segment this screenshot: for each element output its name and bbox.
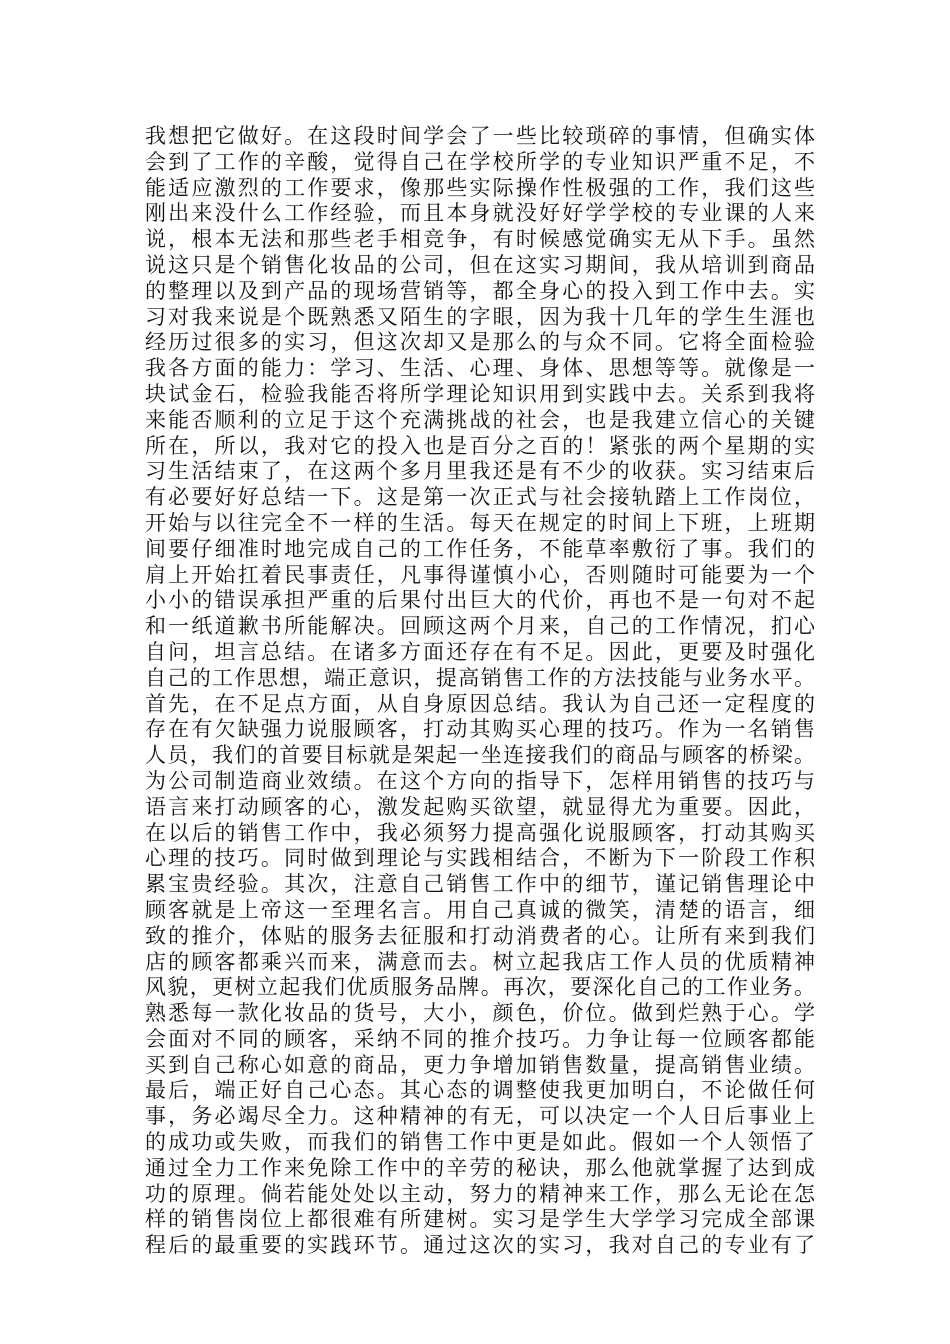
body-text-line: 致的推介，体贴的服务去征服和打动消费者的心。让所有来到我们 bbox=[145, 923, 818, 948]
body-text-line: 风貌，更树立起我们优质服务品牌。再次，要深化自己的工作业务。 bbox=[145, 975, 817, 1000]
body-text-line: 习生活结束了，在这两个多月里我还是有不少的收获。实习结束后 bbox=[145, 459, 818, 484]
body-text-line: 块试金石，检验我能否将所学理论知识用到实践中去。关系到我将 bbox=[145, 381, 818, 406]
body-text-line: 说这只是个销售化妆品的公司，但在这实习期间，我从培训到商品 bbox=[145, 252, 818, 277]
body-text-line: 习对我来说是个既熟悉又陌生的字眼，因为我十几年的学生生涯也 bbox=[145, 304, 818, 329]
body-text-line: 累宝贵经验。其次，注意自己销售工作中的细节，谨记销售理论中 bbox=[145, 872, 818, 897]
body-text-line: 的整理以及到产品的现场营销等，都全身心的投入到工作中去。实 bbox=[145, 278, 818, 303]
body-text-line: 通过全力工作来免除工作中的辛劳的秘诀，那么他就掌握了达到成 bbox=[145, 1155, 818, 1180]
body-text-line: 顾客就是上帝这一至理名言。用自己真诚的微笑，清楚的语言，细 bbox=[145, 897, 818, 922]
body-text-line: 语言来打动顾客的心，激发起购买欲望，就显得尤为重要。因此， bbox=[145, 794, 818, 819]
body-text-line: 功的原理。倘若能处处以主动，努力的精神来工作，那么无论在怎 bbox=[145, 1181, 818, 1206]
body-text-line: 会到了工作的辛酸，觉得自己在学校所学的专业知识严重不足，不 bbox=[145, 149, 818, 174]
body-text-line: 肩上开始扛着民事责任，凡事得谨慎小心，否则随时可能要为一个 bbox=[145, 562, 818, 587]
body-text-line: 说，根本无法和那些老手相竞争，有时候感觉确实无从下手。虽然 bbox=[145, 227, 818, 252]
body-text-line: 来能否顺利的立足于这个充满挑战的社会，也是我建立信心的关键 bbox=[145, 407, 818, 432]
body-text-line: 小小的错误承担严重的后果付出巨大的代价，再也不是一句对不起 bbox=[145, 588, 818, 613]
body-text-line: 为公司制造商业效绩。在这个方向的指导下，怎样用销售的技巧与 bbox=[145, 768, 818, 793]
body-text-line: 人员，我们的首要目标就是架起一坐连接我们的商品与顾客的桥梁。 bbox=[145, 743, 817, 768]
body-text-line: 有必要好好总结一下。这是第一次正式与社会接轨踏上工作岗位， bbox=[145, 485, 818, 510]
body-text-line: 存在有欠缺强力说服顾客，打动其购买心理的技巧。作为一名销售 bbox=[145, 717, 818, 742]
body-text-line: 事，务必竭尽全力。这种精神的有无，可以决定一个人日后事业上 bbox=[145, 1104, 818, 1129]
body-text-line: 熟悉每一款化妆品的货号，大小，颜色，价位。做到烂熟于心。学 bbox=[145, 1001, 818, 1026]
body-text-line: 刚出来没什么工作经验，而且本身就没好好学学校的专业课的人来 bbox=[145, 201, 818, 226]
body-text-line: 间要仔细准时地完成自己的工作任务，不能草率敷衍了事。我们的 bbox=[145, 536, 818, 561]
document-body-text bbox=[145, 124, 818, 1259]
body-text-line: 首先，在不足点方面，从自身原因总结。我认为自己还一定程度的 bbox=[145, 691, 818, 716]
body-text-line: 所在，所以，我对它的投入也是百分之百的！紧张的两个星期的实 bbox=[145, 433, 818, 458]
body-text-line: 自己的工作思想，端正意识，提高销售工作的方法技能与业务水平。 bbox=[145, 665, 817, 690]
body-text-line: 和一纸道歉书所能解决。回顾这两个月来，自己的工作情况，扪心 bbox=[145, 614, 818, 639]
body-text-line: 经历过很多的实习，但这次却又是那么的与众不同。它将全面检验 bbox=[145, 330, 818, 355]
body-text-line: 我想把它做好。在这段时间学会了一些比较琐碎的事情，但确实体 bbox=[145, 124, 818, 148]
body-text-line: 程后的最重要的实践环节。通过这次的实习，我对自己的专业有了 bbox=[145, 1233, 818, 1258]
body-text-line: 我各方面的能力：学习、生活、心理、身体、思想等等。就像是一 bbox=[145, 356, 818, 381]
body-text-line: 心理的技巧。同时做到理论与实践相结合，不断为下一阶段工作积 bbox=[145, 846, 818, 871]
body-text-line: 自问，坦言总结。在诸多方面还存在有不足。因此，更要及时强化 bbox=[145, 639, 818, 664]
body-text-line: 最后，端正好自己心态。其心态的调整使我更加明白，不论做任何 bbox=[145, 1078, 818, 1103]
body-text-line: 买到自己称心如意的商品，更力争增加销售数量，提高销售业绩。 bbox=[145, 1052, 818, 1077]
body-text-line: 开始与以往完全不一样的生活。每天在规定的时间上下班，上班期 bbox=[145, 510, 818, 535]
body-text-line: 的成功或失败，而我们的销售工作中更是如此。假如一个人领悟了 bbox=[145, 1130, 818, 1155]
body-text-line: 样的销售岗位上都很难有所建树。实习是学生大学学习完成全部课 bbox=[145, 1207, 818, 1232]
body-text-line: 能适应激烈的工作要求，像那些实际操作性极强的工作，我们这些 bbox=[145, 175, 818, 200]
body-text-line: 会面对不同的顾客，采纳不同的推介技巧。力争让每一位顾客都能 bbox=[145, 1026, 818, 1051]
body-text-line: 在以后的销售工作中，我必须努力提高强化说服顾客，打动其购买 bbox=[145, 820, 818, 845]
body-text-line: 店的顾客都乘兴而来，满意而去。树立起我店工作人员的优质精神 bbox=[145, 949, 818, 974]
